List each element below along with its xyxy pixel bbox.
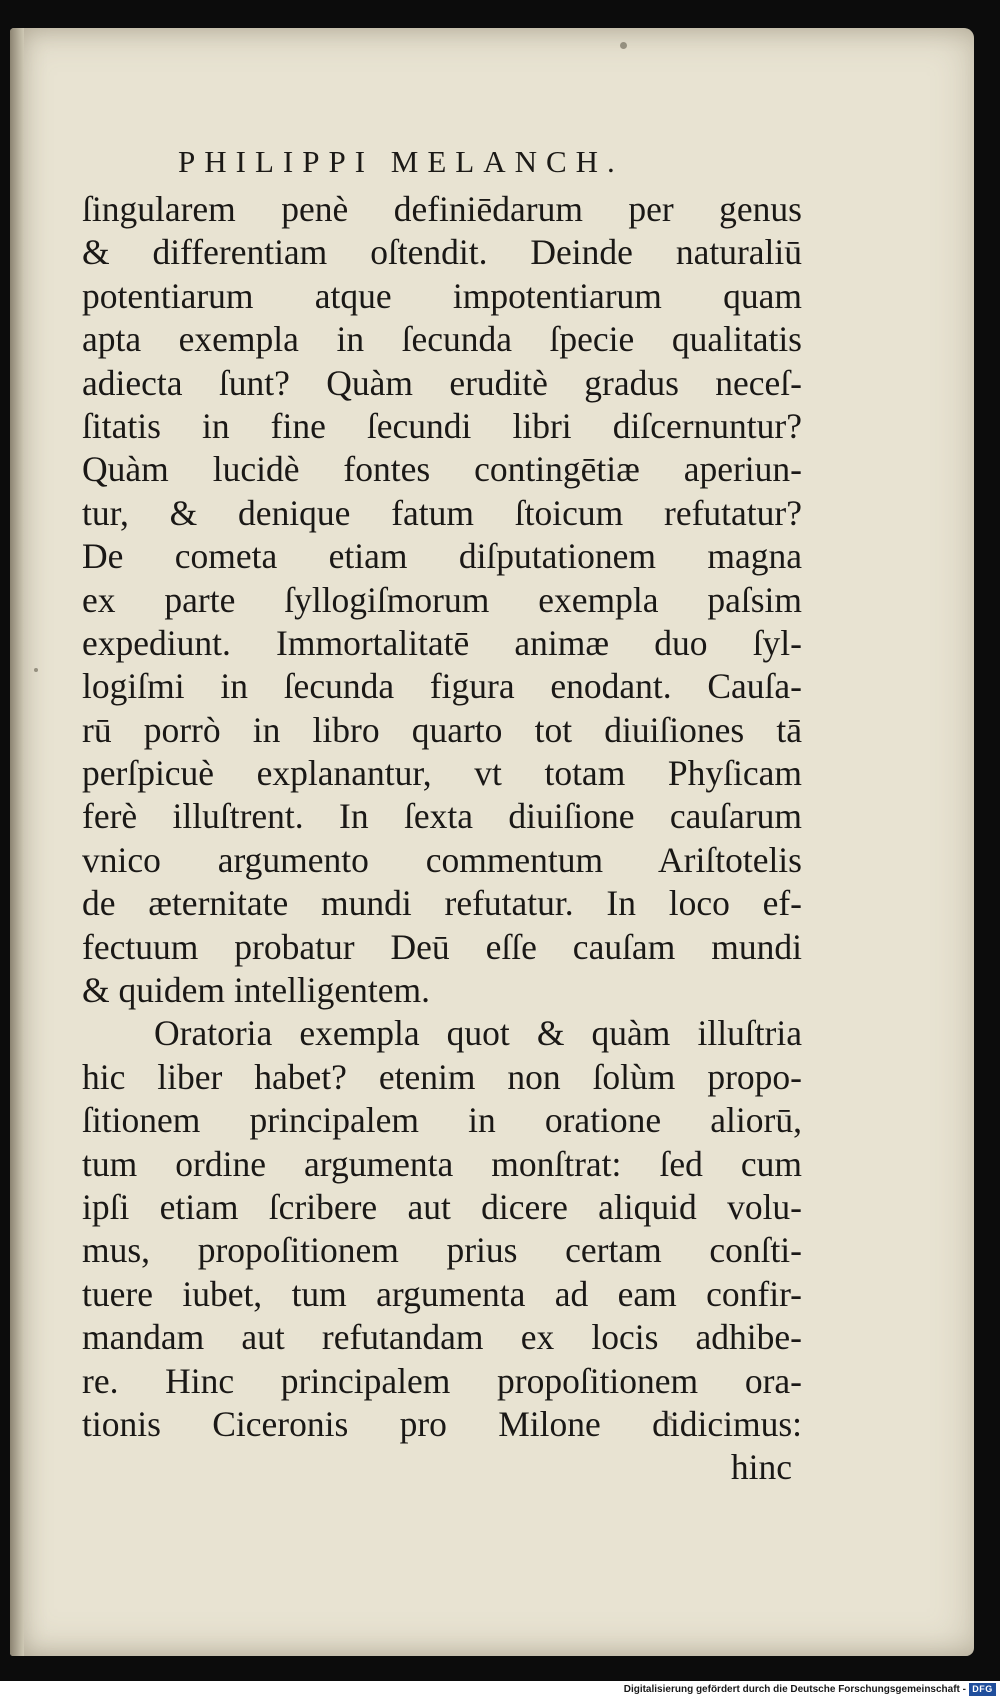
text-line: rū porrò in libro quarto tot diuiſiones tā	[82, 709, 802, 750]
footer-credit: Digitalisierung gefördert durch die Deutsche Forschungsgemeinschaft -	[623, 1684, 966, 1695]
text-line: ipſi etiam ſcribere aut dicere aliquid volu-	[82, 1186, 802, 1227]
text-line: tuere iubet, tum argumenta ad eam confir-	[82, 1273, 802, 1314]
text-line: De cometa etiam diſputationem magna	[82, 536, 802, 577]
running-head: PHILIPPI MELANCH.	[178, 144, 624, 179]
catchword: hinc	[730, 1447, 792, 1488]
text-line: tum ordine argumenta monſtrat: ſed cum	[82, 1143, 802, 1184]
text-line: & quidem intelligentem.	[82, 970, 431, 1011]
text-line: expediunt. Immortalitatē animæ duo ſyl-	[82, 622, 802, 663]
text-line: potentiarum atque impotentiarum quam	[82, 275, 802, 316]
text-line: hic liber habet? etenim non ſolùm propo-	[82, 1056, 802, 1097]
text-line: ferè illuſtrent. In ſexta diuiſione cauſarum	[82, 796, 802, 837]
text-line: Quàm lucidè fontes contingētiæ aperiun-	[82, 449, 802, 490]
text-line: fectuum probatur Deū eſſe cauſam mundi	[82, 926, 802, 967]
text-line: & differentiam oſtendit. Deinde naturaliū	[82, 232, 802, 273]
text-line: vnico argumento commentum Ariſtotelis	[82, 839, 802, 880]
text-line: logiſmi in ſecunda figura enodant. Cauſa-	[82, 666, 802, 707]
ink-fleck	[34, 668, 38, 672]
text-line: ſingularem penè definiēdarum per genus	[82, 189, 802, 229]
text-line: mus, propoſitionem prius certam conſti-	[82, 1230, 802, 1271]
text-line: ſitionem principalem in oratione aliorū,	[82, 1100, 802, 1141]
text-line: apta exempla in ſecunda ſpecie qualitatis	[82, 319, 802, 360]
text-line: perſpicuè explanantur, vt totam Phyſicam	[82, 753, 802, 794]
text-line: mandam aut refutandam ex locis adhibe-	[82, 1317, 802, 1358]
text-line: tionis Ciceronis pro Milone didicimus:	[82, 1403, 802, 1444]
page-gutter-edge	[10, 28, 24, 1656]
body-text	[82, 188, 802, 1490]
text-line: ex parte ſyllogiſmorum exempla paſsim	[82, 579, 802, 620]
dfg-logo: DFG	[969, 1683, 996, 1696]
text-line: ſitatis in fine ſecundi libri diſcernuntur?	[82, 405, 802, 446]
text-line: tur, & denique fatum ſtoicum refutatur?	[82, 492, 802, 533]
text-line: de æternitate mundi refutatur. In loco ef-	[82, 883, 802, 924]
book-page	[10, 28, 974, 1656]
text-line: re. Hinc principalem propoſitionem ora-	[82, 1360, 802, 1401]
ink-fleck	[620, 42, 627, 49]
text-line: adiecta ſunt? Quàm eruditè gradus neceſ-	[82, 362, 802, 403]
text-line: Oratoria exempla quot & quàm illuſtria	[154, 1013, 802, 1054]
